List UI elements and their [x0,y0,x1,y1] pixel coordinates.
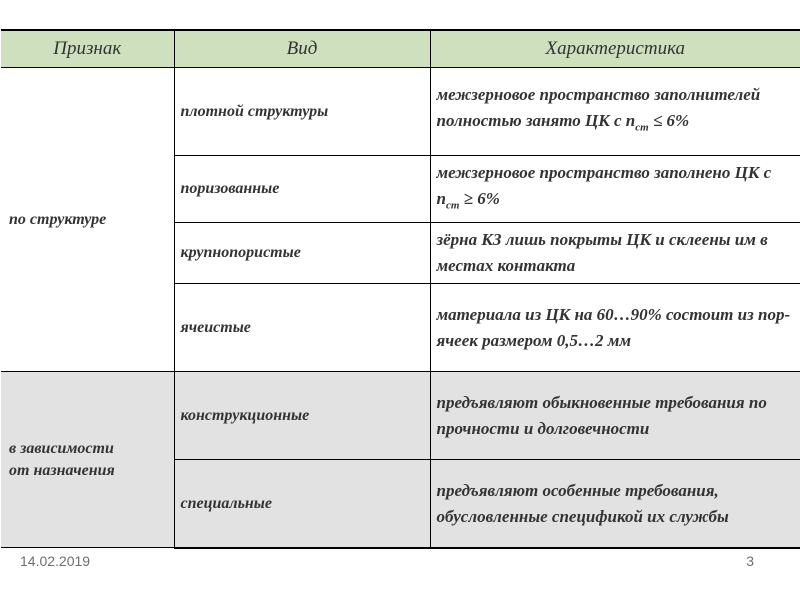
criterion-purpose [1,372,174,548]
slide-page-number: 3 [746,553,754,569]
header-kind: Вид [174,30,430,68]
table-row [1,68,800,156]
kind-cellular: ячеистые [174,284,430,372]
desc-porous [430,156,800,223]
desc-dense [430,68,800,156]
desc-porous-subscript: ст [445,199,460,212]
desc-dense-tail: ≤ 6% [648,111,690,131]
slide-date: 14.02.2019 [20,553,91,569]
kind-special: специальные [174,460,430,548]
kind-structural: конструкционные [174,372,430,460]
kind-dense: плотной структуры [174,68,430,156]
desc-dense-text: межзерновое пространство заполнителей полностью занято ЦК с n [436,85,761,131]
header-criterion: Признак [1,30,174,68]
criterion-purpose-line-2: от назначения [9,461,115,479]
criterion-structure: по структуре [1,68,174,372]
kind-porous: поризованные [174,156,430,223]
desc-structural: предъявляют обыкновенные требования по прочности и долговечности [430,372,800,460]
desc-special: предъявляют особенные требования, обусловленные спецификой их службы [430,460,800,548]
classification-table [1,29,800,549]
header-characteristic: Характеристика [430,30,800,68]
desc-dense-subscript: ст [635,121,649,134]
desc-porous-text: межзерновое пространство заполнено ЦК с n [436,163,772,208]
desc-cellular: материала из ЦК на 60…90% состоит из пор-ячеек размером 0,5…2 мм [430,284,800,372]
table-row [1,372,800,460]
desc-porous-tail: ≥ 6% [459,189,500,208]
criterion-purpose-line-1: в зависимости [9,439,114,457]
desc-coarse-porous: зёрна КЗ лишь покрыты ЦК и склеены им в местах контакта [430,223,800,284]
kind-coarse-porous: крупнопористые [174,223,430,284]
header-row [1,30,800,68]
